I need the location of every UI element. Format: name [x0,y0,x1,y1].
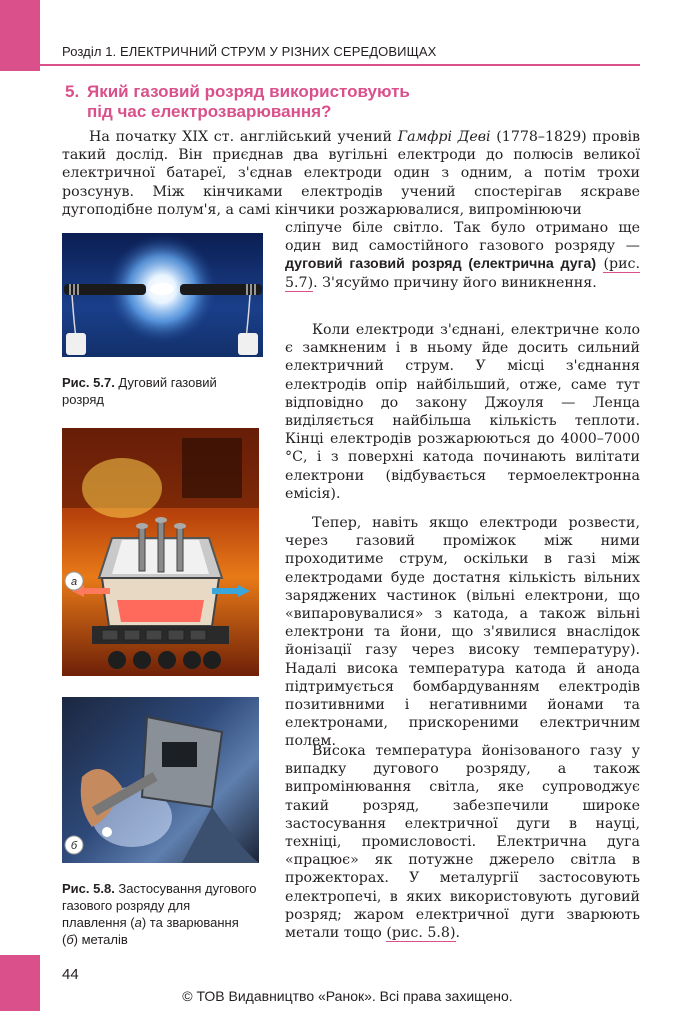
figure-ref-5-7[interactable]: (рис. 5.7) [285,256,640,291]
paragraph-intro [62,128,640,219]
page-number: 44 [62,966,79,983]
scientist-name: Гамфрі Деві [397,129,491,145]
section-title-line2: під час електрозварювання? [87,102,332,121]
header-rule [40,64,640,66]
intro-continuation: сліпуче біле світло. Так було отримано ще один вид самостійного газового розряду — [285,220,640,255]
figure-5-8-text-2: ) та зварювання ( [62,915,239,947]
paragraph-gap-current: Тепер, навіть якщо електроди розвести, через газовий проміжок між ними проходитиме струм, оскільки в газі між електродами буде достатня кількість вільних заряджених частинок (вільні електрони, що «випаровувалися» з катода, а також вільні електрони та йони, що з'явилися внаслідок йонізації газу через високу температуру). Надалі висока температура катода й анода підтримується бомбардуванням електродів позитивними і негативними йонами та електронами, прискореними електричним полем. [285,515,640,750]
figure-5-8-text-1: Застосування дугового газового розряду для плавлення ( [62,881,257,930]
section-heading [65,82,485,122]
arc-discharge-photo [62,233,263,357]
intro-text: На початку XIX ст. англійський учений [89,129,398,145]
intro-ending: . З'ясуймо причину його виникнення. [313,274,597,291]
left-margin-tab [0,0,40,71]
figure-5-7-text: Дуговий газовий розряд [62,375,217,407]
figure-5-7-label: Рис. 5.7. [62,375,115,390]
copyright-footer: © ТОВ Видавництво «Ранок». Всі права захищено. [182,988,513,1004]
figure-5-7-caption [62,374,257,408]
paragraph-intro-continued [285,219,640,292]
figure-5-8-letter-a: а [134,915,142,930]
figure-ref-5-8[interactable]: (рис. 5.8) [386,925,456,942]
electric-furnace-illustration [62,428,259,676]
applications-end: . [455,925,461,942]
term-arc-discharge: дуговий газовий розряд (електрична дуга) [285,256,597,273]
figure-5-8-caption [62,880,257,948]
section-number: 5. [65,82,80,101]
section-title-line1: Який газовий розряд використовують [87,82,410,101]
intro-text-continued: (1778–1829) провів такий дослід. Він приєднав два вугільні електроди до полюсів великої електричної батареї, з'єднав електроди один з одним, а потім трохи розсунув. Між кінчиками електродів учений спостерігав яскраве дугоподібне полум'я, а самі кінчики розжарювалися, випромінюючи [62,129,640,218]
figure-5-8b-letter: б [70,840,78,852]
paragraph-applications [285,742,640,942]
figure-5-8-label: Рис. 5.8. [62,881,115,896]
running-header: Розділ 1. ЕЛЕКТРИЧНИЙ СТРУМ У РІЗНИХ СЕРЕДОВИЩАХ [62,44,437,59]
figure-5-8-letter-b: б [66,932,74,947]
figure-5-8-text-3: ) металів [73,932,128,947]
applications-text: Висока температура йонізованого газу у випадку дугового розряду, а також випромінювання світла, яке супроводжує такий розряд, забезпечили широке застосування електричної дуги в науці, техніці, промисловості. Електрична дуга «працює» як потужне джерело світла в прожекторах. У металургії застосовують електропечі, в яких використовують дуговий розряд; жаром електричної дуги зварюють метали тощо [285,743,640,942]
figure-5-8a-letter: а [70,576,78,588]
paragraph-electrodes: Коли електроди з'єднані, електричне коло є замкненим і в ньому йде досить сильний електричний струм. У місці з'єднання електродів опір найбільший, отже, саме тут відповідно до закону Джоуля — Ленца виділяється найбільша кількість теплоти. Кінці електродів розжарюються до 4000–7000 °С, і з поверхні катода починають вилітати електрони (відбувається термоелектронна емісія). [285,322,640,502]
welder-photo [62,697,259,863]
